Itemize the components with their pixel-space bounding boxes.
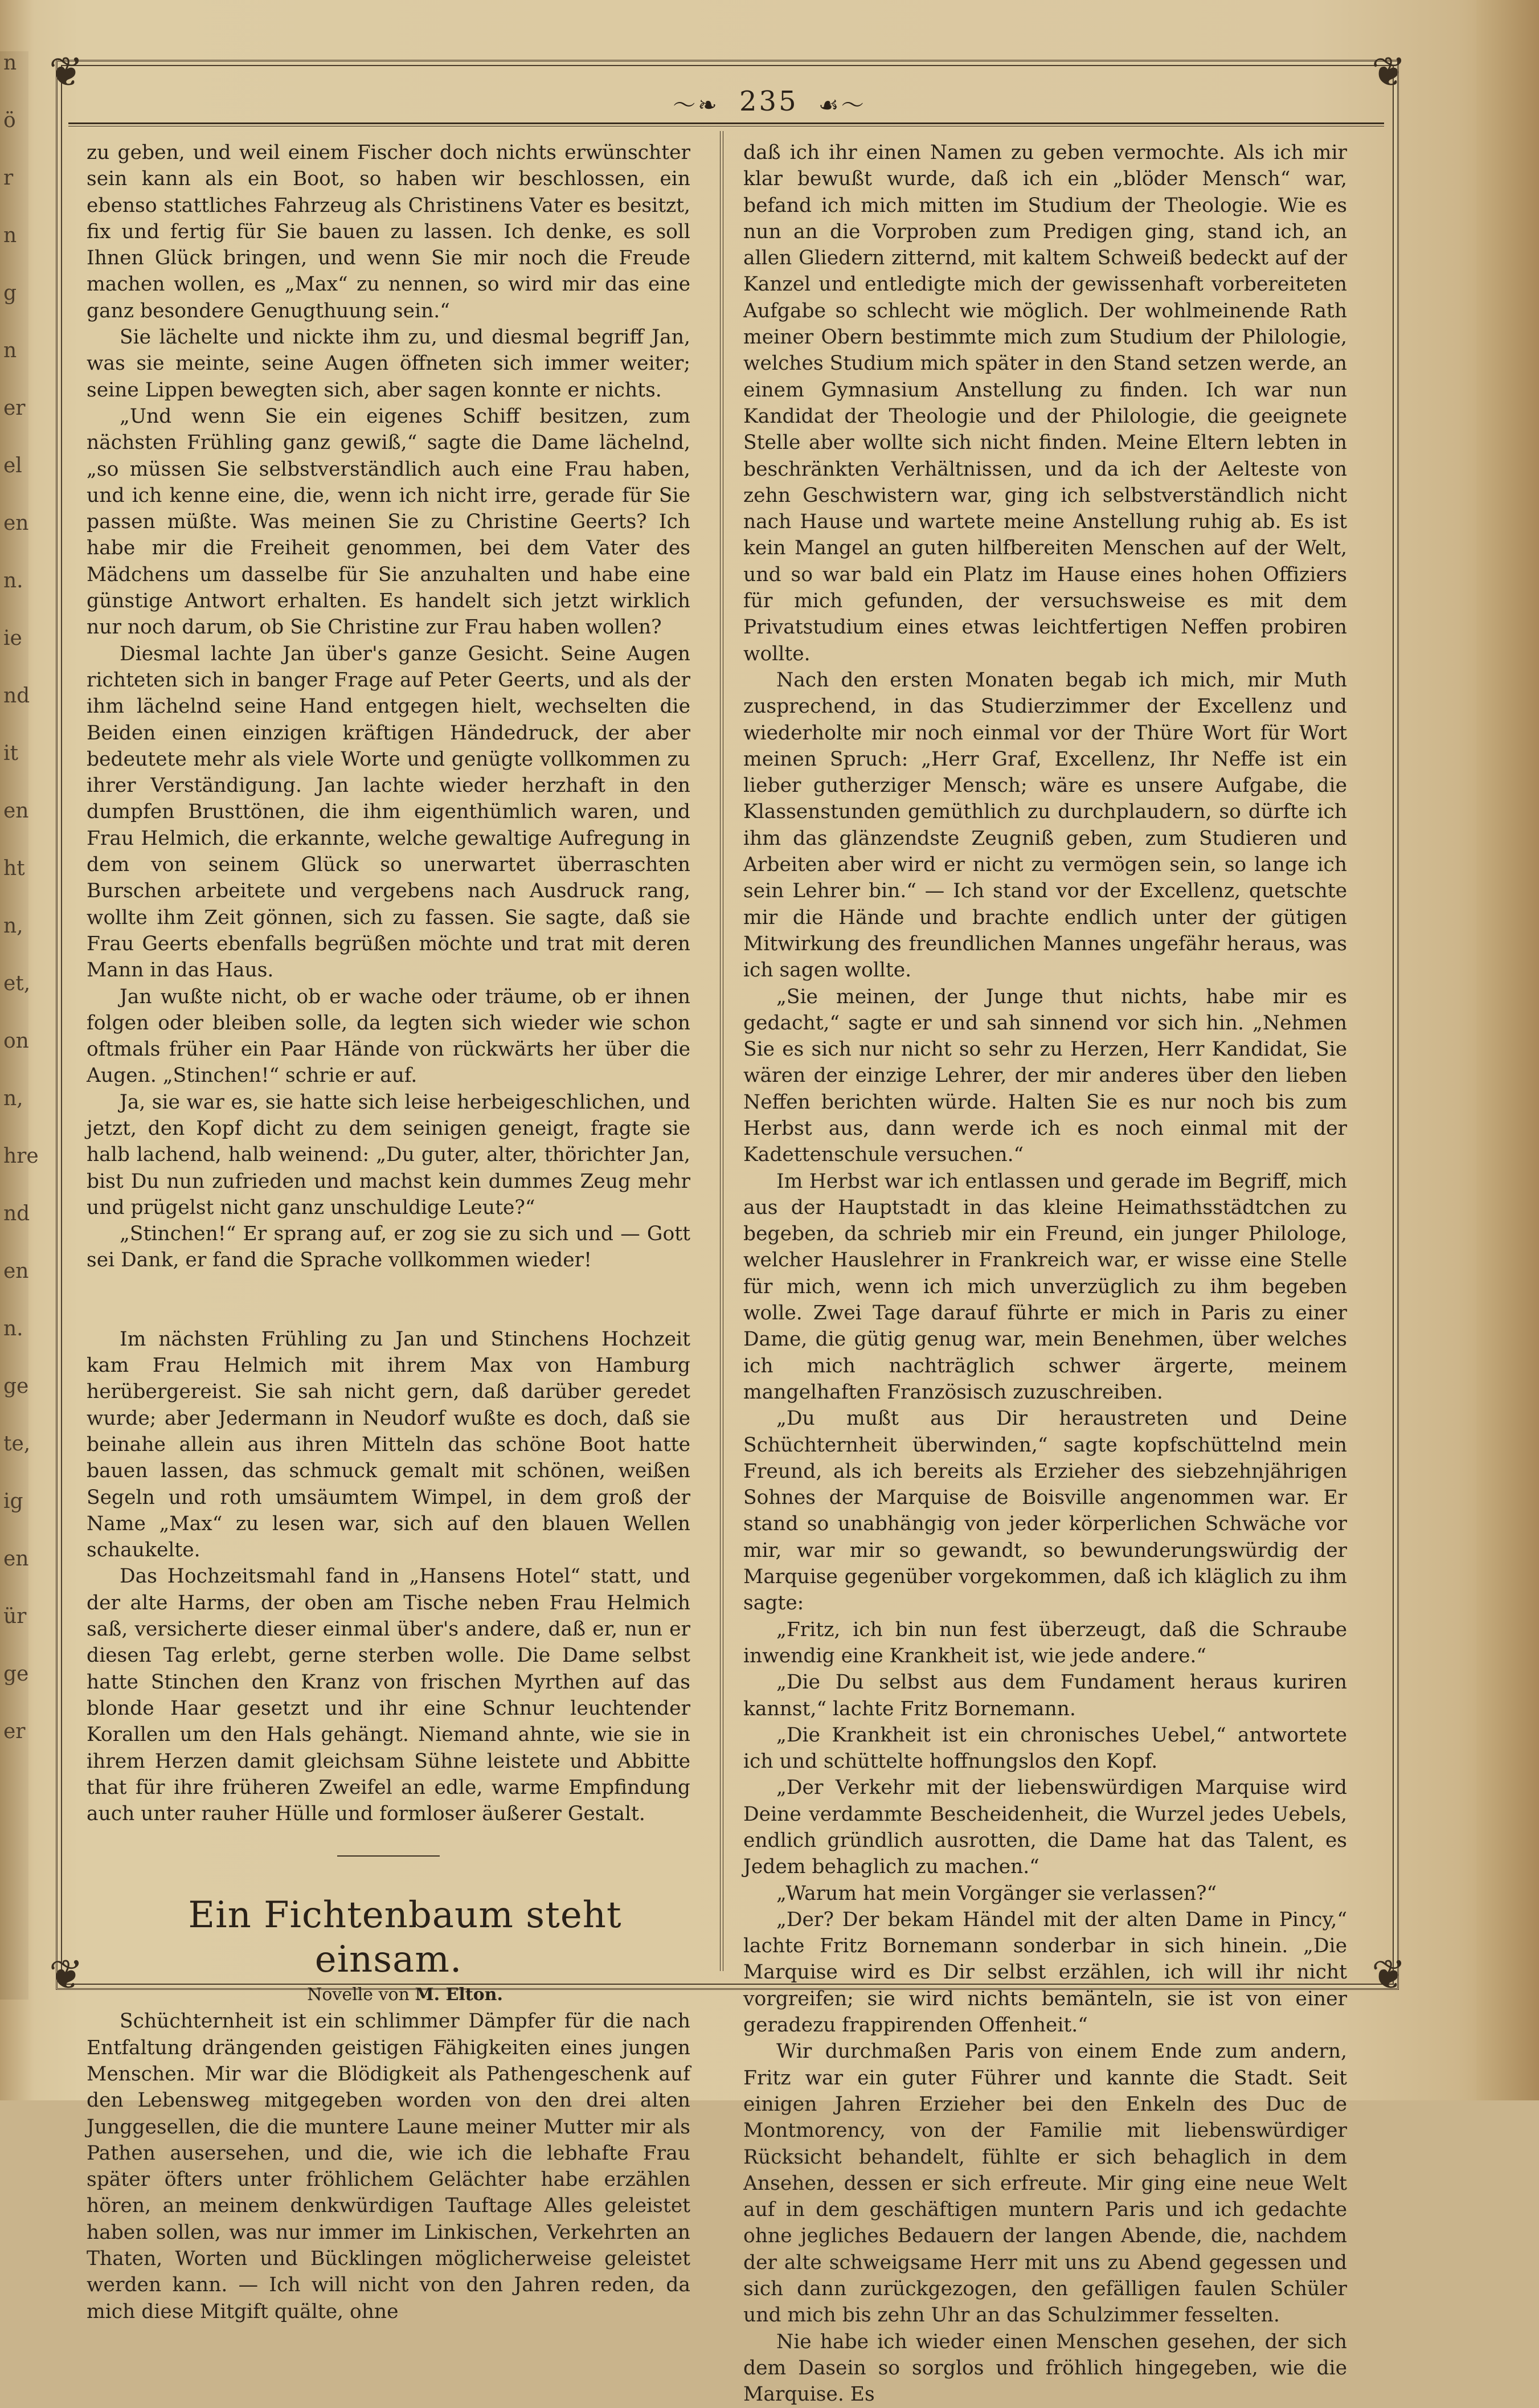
bleed-fragment: er: [3, 396, 26, 420]
page-edge-shadow: [1476, 0, 1539, 2100]
byline-author: M. Elton.: [415, 1985, 503, 2005]
bleed-fragment: r: [3, 166, 14, 190]
left-column: [87, 140, 690, 2323]
bleed-fragment: el: [3, 454, 22, 477]
bleed-fragment: ge: [3, 1375, 29, 1398]
corner-ornament-icon: ❦: [49, 1951, 84, 1998]
paragraph: zu geben, und weil einem Fischer doch nichts erwünschter sein kann als ein Boot, so haben wir beschlossen, ein ebenso stattliches Fahrzeug als Christinens Vater es besitzt, fix und fertig für Sie bauen zu lassen. Ich denke, es soll Ihnen Glück bringen, und wenn Sie mir noch die Freude machen wollen, es „Max“ zu nennen, so wird mir das eine ganz besondere Genugthuung sein.“: [87, 141, 690, 322]
bleed-fragment: hre: [3, 1144, 39, 1168]
paragraph: Das Hochzeitsmahl fand in „Hansens Hotel“ statt, und der alte Harms, der oben am Tische neben Frau Helmich saß, versicherte dieser einmal über's andere, daß er, nun er diesen Tag erlebt, gerne sterben wolle. Die Dame selbst hatte Stinchen den Kranz von frischen Myrthen auf das blonde Haar gesetzt und ihr eine Schnur leuchtender Korallen um den Hals gehängt. Niemand ahnte, wie sie in ihrem Herzen damit gleichsam Sühne leistete und Abbitte that für ihre früheren Zweifel an edle, warme Empfindung auch unter rauher Hülle und formloser äußerer Gestalt.: [87, 1565, 690, 1826]
paragraph: Ja, sie war es, sie hatte sich leise herbeigeschlichen, und jetzt, den Kopf dicht zu dem seinigen geneigt, fragte sie halb lachend, halb weinend: „Du guter, alter, thörichter Jan, bist Du nun zufrieden und machst kein dummes Zeug mehr und prügelst nicht ganz unschuldige Leute?“: [87, 1090, 690, 1219]
paragraph: „Stinchen!“ Er sprang auf, er zog sie zu sich und — Gott sei Dank, er fand die Sprache vollkommen wieder!: [87, 1223, 690, 1272]
bleed-fragment: n: [3, 339, 17, 362]
paragraph: Im Herbst war ich entlassen und gerade im Begriff, mich aus der Hauptstadt in das kleine Heimathsstädtchen zu begeben, da schrieb mir ein Freund, ein junger Philologe, welcher Hauslehrer in Frankreich war, er wisse eine Stelle für mich, wenn ich mich unverzüglich zu ihm begeben wolle. Zwei Tage darauf führte er mich in Paris zu einer Dame, die gütig genug war, mein Benehmen, über welches ich mich nachträglich schwer ärgerte, meinem mangelhaften Französisch zuzuschreiben.: [743, 1170, 1347, 1404]
story-title: Ein Fichtenbaum steht einsam.: [188, 1894, 622, 1981]
adjacent-page-bleed: [0, 51, 39, 2000]
paragraph: „Sie meinen, der Junge thut nichts, habe mir es gedacht,“ sagte er und sah sinnend vor sich hin. „Nehmen Sie es sich nur nicht so sehr zu Herzen, Herr Kandidat, Sie wären der einzige Lehrer, der mir anderes über den lieben Neffen berichten würde. Halten Sie es nur noch bis zum Herbst aus, dann werde ich es noch einmal mit der Kadettenschule versuchen.“: [743, 985, 1347, 1167]
paragraph: „Der? Der bekam Händel mit der alten Dame in Pincy,“ lachte Fritz Bornemann sonderbar in sich hinein. „Die Marquise wird es Dir selbst erzählen, ich will ihr nicht vorgreifen; sie wird nichts bemänteln, sie ist von einer geradezu frappirenden Offenheit.“: [743, 1908, 1347, 2037]
paragraph: Jan wußte nicht, ob er wache oder träume, ob er ihnen folgen oder bleiben solle, da legten sich wieder wie schon oftmals früher ein Paar Hände von rückwärts her über die Augen. „Stinchen!“ schrie er auf.: [87, 985, 690, 1088]
paragraph: „Und wenn Sie ein eigenes Schiff besitzen, zum nächsten Frühling ganz gewiß,“ sagte die Dame lächelnd, „so müssen Sie selbstverständlich auch eine Frau haben, und ich kenne eine, die, wenn ich nicht irre, gerade für Sie passen müßte. Was meinen Sie zu Christine Geerts? Ich habe mir die Freiheit genommen, bei dem Vater des Mädchens um dasselbe für Sie anzuhalten und habe eine günstige Antwort erhalten. Es handelt sich jetzt wirklich nur noch darum, ob Sie Christine zur Frau haben wollen?: [87, 404, 690, 639]
paragraph: „Der Verkehr mit der liebenswürdigen Marquise wird Deine verdammte Bescheidenheit, die Wurzel jedes Uebels, endlich gründlich ausrotten, die Dame hat das Talent, es Jedem behaglich zu machen.“: [743, 1776, 1347, 1879]
paragraph: Im nächsten Frühling zu Jan und Stinchens Hochzeit kam Frau Helmich mit ihrem Max von Hamburg herübergereist. Sie sah nicht gern, daß darüber geredet wurde; aber Jedermann in Neudorf wußte es doch, daß sie beinahe allein aus ihren Mitteln das schöne Boot hatte bauen lassen, das schmuck gemalt mit schönen, weißen Segeln und roth umsäumtem Wimpel, in dem groß der Name „Max“ zu lesen war, sich auf den blauen Wellen schaukelte.: [87, 1327, 690, 1562]
bleed-fragment: en: [3, 512, 29, 535]
paragraph: daß ich ihr einen Namen zu geben vermochte. Als ich mir klar bewußt wurde, daß ich ein „blöder Mensch“ war, befand ich mich mitten im Studium der Theologie. Wie es nun an die Vorproben zum Predigen ging, stand ich, an allen Gliedern zitternd, mit kaltem Schweiß bedeckt auf der Kanzel und entledigte mich der gewissenhaft vorbereiteten Aufgabe so schlecht wie möglich. Der wohlmeinende Rath meiner Obern bestimmte mich zum Studium der Philologie, welches Studium mich später in den Stand setzen werde, an einem Gymnasium Anstellung zu finden. Ich war nun Kandidat der Theologie und der Philologie, die geeignete Stelle aber wollte sich nicht finden. Meine Eltern lebten in beschränkten Verhältnissen, und da ich der Aelteste von zehn Geschwistern war, ging ich selbstverständlich nicht nach Hause und wartete meine Anstellung ruhig ab. Es ist kein Mangel an guten hilfbereiten Menschen auf der Welt, und so war bald ein Platz im Hause eines hohen Offiziers für mich gefunden, der versuchsweise es mit dem Privatstudium eines etwas leichtfertigen Neffen probiren wollte.: [743, 141, 1347, 665]
corner-ornament-icon: ❦: [1372, 48, 1406, 96]
section-rule: [337, 1855, 440, 1857]
paragraph: „Fritz, ich bin nun fest überzeugt, daß die Schraube inwendig eine Krankheit ist, wie jede andere.“: [743, 1618, 1347, 1667]
page-header: [0, 85, 1539, 120]
epilogue-text: [87, 1326, 690, 1828]
paragraph: Diesmal lachte Jan über's ganze Gesicht. Seine Augen richteten sich in banger Frage auf Peter Geerts, und als der ihm lächelnd seine Hand entgegen hielt, wechselten die Beiden einen einzigen kräftigen Händedruck, der aber bedeutete mehr als viele Worte und genügte vollkommen zu ihrer Verständigung. Jan lachte wieder herzhaft in den dumpfen Brusttönen, die ihm eigenthümlich waren, und Frau Helmich, die erkannte, welche gewaltige Aufregung in dem von seinem Glück so unerwartet überraschten Burschen arbeitete und vergebens nach Ausdruck rang, wollte ihm Zeit gönnen, sich zu fassen. Sie sagte, daß sie Frau Geerts ebenfalls begrüßen möchte und trat mit deren Mann in das Haus.: [87, 642, 690, 982]
paragraph: „Die Du selbst aus dem Fundament heraus kuriren kannst,“ lachte Fritz Bornemann.: [743, 1671, 1347, 1720]
column-divider: [720, 131, 723, 1971]
page-number: 235: [739, 85, 799, 117]
story-ending-text: [87, 140, 690, 1274]
bleed-fragment: ö: [3, 109, 16, 132]
bleed-fragment: g: [3, 281, 17, 305]
bleed-fragment: n: [3, 224, 17, 247]
bleed-fragment: n: [3, 51, 17, 75]
paragraph: „Warum hat mein Vorgänger sie verlassen?“: [776, 1882, 1217, 1905]
bleed-fragment: et,: [3, 972, 31, 995]
bleed-fragment: ür: [3, 1605, 27, 1628]
bleed-fragment: en: [3, 1260, 29, 1283]
paragraph: „Du mußt aus Dir heraustreten und Deine Schüchternheit überwinden,“ sagte kopfschüttelnd mein Freund, als ich bereits als Erzieher des siebzehnjährigen Sohnes der Marquise de Boisville angenommen war. Er stand so unabhängig von jeder körperlichen Schwäche vor mir, war mir so gewandt, so bewunderungswürdig der Marquise gegenüber vorgekommen, daß ich kläglich zu ihm sagte:: [743, 1407, 1347, 1615]
paragraph: Nach den ersten Monaten begab ich mich, mir Muth zusprechend, in das Studierzimmer der Excellenz und wiederholte mir noch einmal vor der Thüre Wort für Wort meinen Spruch: „Herr Graf, Excellenz, Ihr Neffe ist ein lieber gutherziger Mensch; wäre es unsere Aufgabe, die Klassenstunden gemüthlich zu durchplaudern, so dürfte ich ihm das glänzendste Zeugniß geben, zum Studieren und Arbeiten aber wird er nicht zu vermögen sein, so lange ich sein Lehrer bin.“ — Ich stand vor der Excellenz, quetschte mir die Hände und brachte endlich unter der gütigen Mitwirkung des freundlichen Mannes ungefähr heraus, was ich sagen wollte.: [743, 668, 1347, 982]
bleed-fragment: nd: [3, 684, 30, 708]
bleed-fragment: ht: [3, 857, 25, 880]
bleed-fragment: n.: [3, 569, 23, 592]
right-column-text: [743, 140, 1347, 2408]
paragraph: Sie lächelte und nickte ihm zu, und diesmal begriff Jan, was sie meinte, seine Augen öffneten sich immer weiter; seine Lippen bewegten sich, aber sagen konnte er nichts.: [87, 326, 690, 402]
paragraph: Nie habe ich wieder einen Menschen gesehen, der sich dem Dasein so sorglos und fröhlich hingegeben, wie die Marquise. Es: [743, 2330, 1347, 2406]
byline-prefix: Novelle von: [307, 1985, 410, 2005]
header-rule: [68, 122, 1384, 126]
paragraph: „Die Krankheit ist ein chronisches Uebel,“ antwortete ich und schüttelte hoffnungslos den Kopf.: [743, 1723, 1347, 1773]
right-column: [743, 140, 1347, 2406]
bleed-fragment: en: [3, 1547, 29, 1571]
bleed-fragment: en: [3, 799, 29, 823]
bleed-fragment: ge: [3, 1662, 29, 1686]
bleed-fragment: ig: [3, 1490, 23, 1513]
corner-ornament-icon: ❦: [1372, 1951, 1406, 1998]
paragraph: Schüchternheit ist ein schlimmer Dämpfer für die nach Entfaltung drängenden geistigen Fähigkeiten eines jungen Menschen. Mir war die Blödigkeit als Pathengeschenk auf den Lebensweg mitgegeben worden von den drei alten Junggesellen, die die muntere Laune meiner Mutter mir als Pathen ausersehen, und die, wie ich die lebhafte Frau später öfters unter fröhlichem Gelächter habe erzählen hören, an meinem denkwürdigen Tauftage Alles geleistet haben sollen, was nur immer im Linkischen, Verkehrten an Thaten, Worten und Bücklingen möglicherweise geleistet werden kann. — Ich will nicht von den Jahren reden, da mich diese Mitgift quälte, ohne: [87, 2010, 690, 2323]
bleed-fragment: n.: [3, 1317, 23, 1340]
corner-ornament-icon: ❦: [49, 48, 84, 96]
paragraph: Wir durchmaßen Paris von einem Ende zum andern, Fritz war ein guter Führer und kannte die Stadt. Seit einigen Jahren Erzieher bei den Enkeln des Duc de Montmorency, von der Familie mit liebenswürdiger Rücksicht behandelt, fühlte er sich behaglich in dem Ansehen, dessen er sich erfreute. Mir ging eine neue Welt auf in dem geschäftigen muntern Paris und ich gedachte ohne jegliches Bedauern der langen Abende, die, nachdem der alte schweigsame Herr mit uns zu Abend gegessen und sich dann zurückgezogen, den gefälligen faulen Schüler und mich bis zehn Uhr an das Schulzimmer fesselten.: [743, 2040, 1347, 2327]
bleed-fragment: n,: [3, 1087, 23, 1110]
new-story-text: [87, 2008, 690, 2325]
bleed-fragment: it: [3, 742, 18, 765]
byline: [87, 1982, 690, 2008]
ornament-right-icon: ☙〜: [818, 92, 866, 118]
bleed-fragment: n,: [3, 914, 23, 938]
bleed-fragment: er: [3, 1720, 26, 1743]
bleed-fragment: ie: [3, 627, 22, 650]
bleed-fragment: te,: [3, 1432, 31, 1456]
bleed-fragment: nd: [3, 1202, 30, 1225]
bleed-fragment: on: [3, 1029, 29, 1053]
ornament-left-icon: 〜❧: [673, 92, 719, 118]
